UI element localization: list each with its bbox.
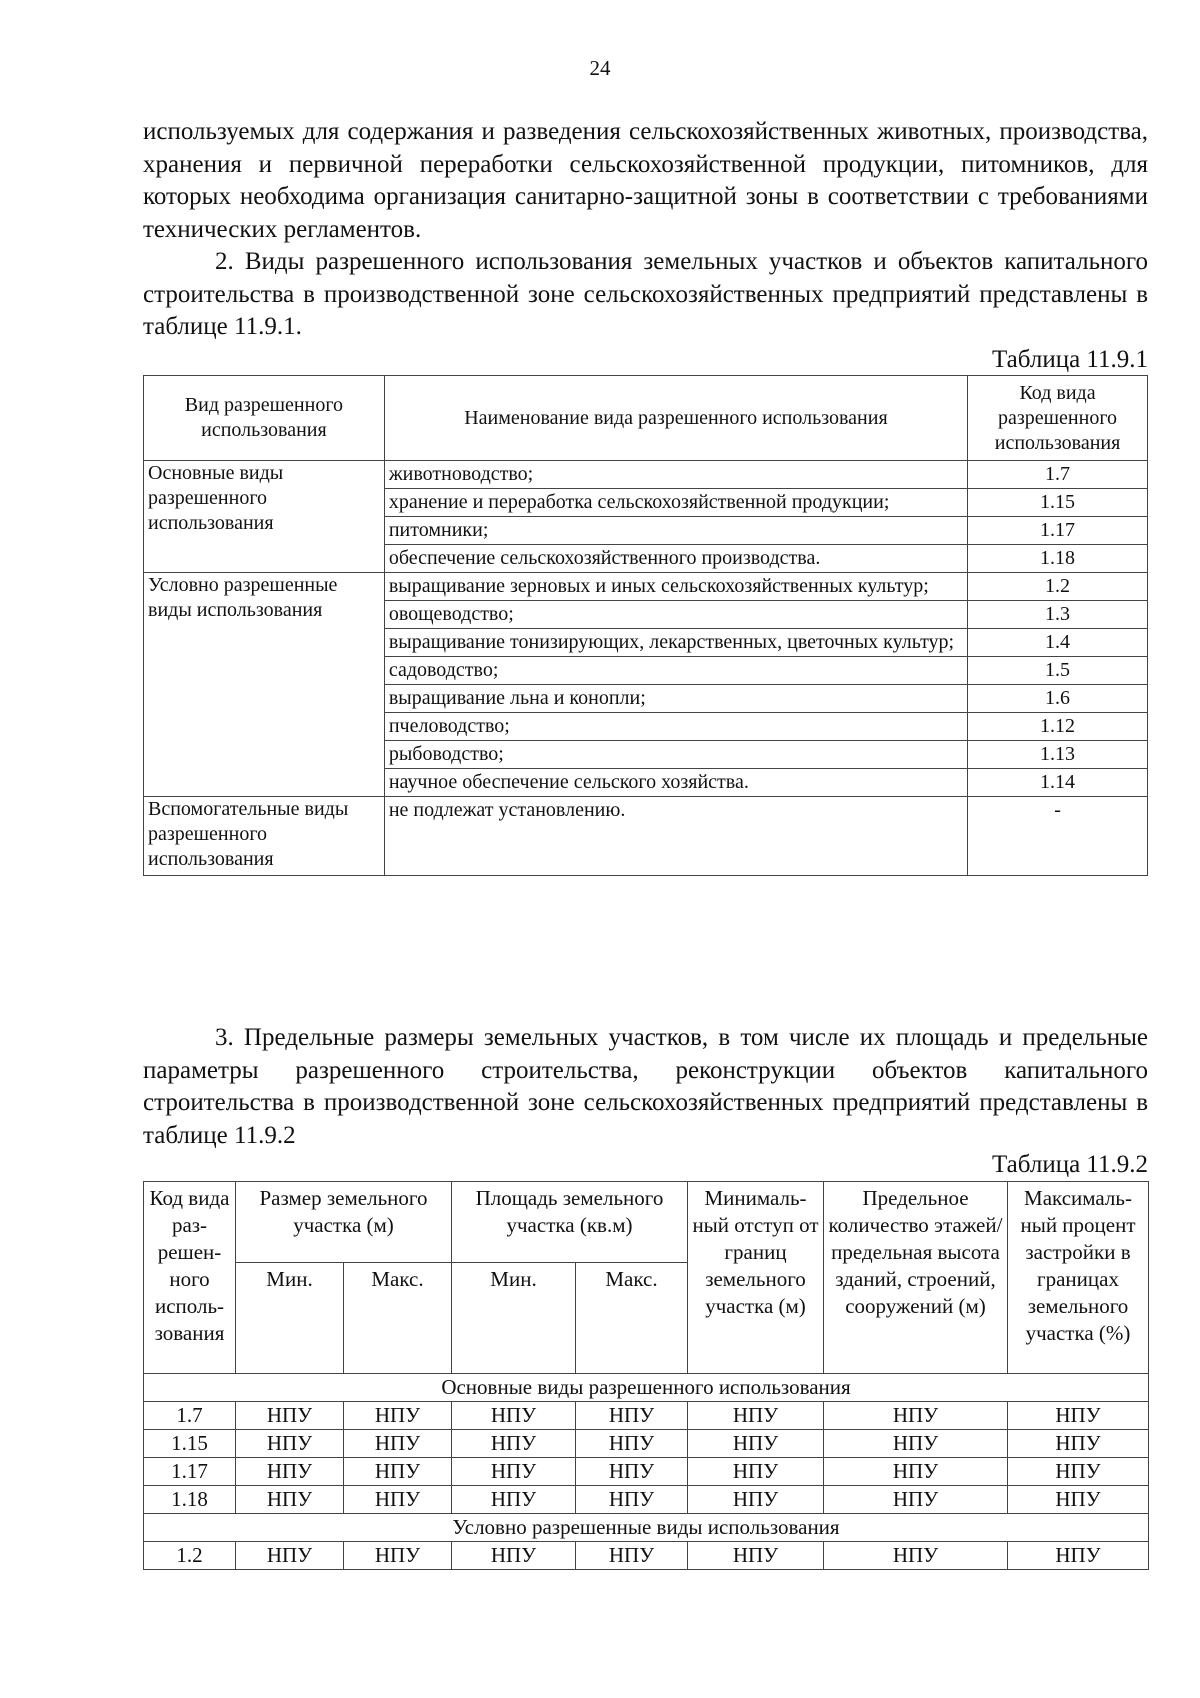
value-cell: НПУ: [344, 1458, 452, 1486]
value-cell: НПУ: [688, 1486, 824, 1514]
table-row: [144, 1458, 1149, 1486]
table-row: [144, 1402, 1149, 1430]
value-cell: НПУ: [236, 1542, 344, 1570]
section-row: [144, 1374, 1149, 1402]
header-max-coverage: Максималь-ный процент застройки в границах земельного участка (%): [1008, 1182, 1149, 1374]
value-cell: НПУ: [576, 1486, 688, 1514]
table-row: [144, 573, 1148, 601]
use-group-label: Вспомогательные виды разрешенного использования: [144, 797, 385, 876]
header-code: Код вида раз-решен-ного исполь-зования: [144, 1182, 236, 1374]
section-row: [144, 1514, 1149, 1542]
use-name-cell: овощеводство;: [384, 601, 967, 629]
value-cell: НПУ: [824, 1542, 1008, 1570]
table-body: [144, 461, 1148, 876]
section-title: Основные виды разрешенного использования: [144, 1374, 1149, 1402]
table-11-9-1: [143, 375, 1148, 876]
value-cell: НПУ: [1008, 1458, 1149, 1486]
value-cell: НПУ: [688, 1430, 824, 1458]
use-name-cell: выращивание льна и конопли;: [384, 685, 967, 713]
use-code-cell: 1.5: [968, 657, 1148, 685]
table-header-row: [144, 1182, 1149, 1263]
use-name-cell: обеспечение сельскохозяйственного производства.: [384, 545, 967, 573]
header-use-type: Вид разрешенного использования: [144, 376, 385, 461]
paragraph-2: 2. Виды разрешенного использования земельных участков и объектов капитального строительства в производственной зоне сельскохозяйственных предприятий представлены в таблице 11.9.1.: [143, 248, 1148, 340]
use-code-cell: 1.12: [968, 713, 1148, 741]
use-name-cell: питомники;: [384, 517, 967, 545]
use-name-cell: научное обеспечение сельского хозяйства.: [384, 769, 967, 797]
value-cell: НПУ: [344, 1402, 452, 1430]
value-cell: НПУ: [1008, 1486, 1149, 1514]
value-cell: НПУ: [824, 1458, 1008, 1486]
paragraph-continuation: используемых для содержания и разведения сельскохозяйственных животных, производства, хранения и первичной переработки сельскохозяйственной продукции, питомников, для которых необходима организация санитарно-защитной зоны в соответствии с требованиями технических регламентов.: [143, 118, 1148, 243]
value-cell: НПУ: [452, 1486, 576, 1514]
value-cell: НПУ: [236, 1402, 344, 1430]
header-use-code: Код вида разрешенного использования: [968, 376, 1148, 461]
use-group-label: Основные виды разрешенного использования: [144, 461, 385, 573]
use-code-cell: 1.18: [968, 545, 1148, 573]
use-name-cell: выращивание зерновых и иных сельскохозяйственных культур;: [384, 573, 967, 601]
use-code-cell: 1.15: [968, 489, 1148, 517]
table-row: [144, 461, 1148, 489]
header-min-setback: Минималь-ный отступ от границ земельного участка (м): [688, 1182, 824, 1374]
use-code-cell: 1.2: [968, 573, 1148, 601]
value-cell: НПУ: [452, 1402, 576, 1430]
value-cell: НПУ: [344, 1486, 452, 1514]
table-row: [144, 1430, 1149, 1458]
use-code-cell: 1.13: [968, 741, 1148, 769]
value-cell: НПУ: [236, 1430, 344, 1458]
value-cell: НПУ: [236, 1486, 344, 1514]
value-cell: НПУ: [452, 1458, 576, 1486]
header-plot-size: Размер земельного участка (м): [236, 1182, 452, 1263]
table-row: [144, 1542, 1149, 1570]
table-11-9-2-caption: Таблица 11.9.2: [992, 1151, 1148, 1178]
value-cell: НПУ: [824, 1402, 1008, 1430]
use-name-cell: хранение и переработка сельскохозяйственной продукции;: [384, 489, 967, 517]
header-size-min: Мин.: [236, 1263, 344, 1374]
table-body: [144, 1374, 1149, 1570]
header-floors-height: Предельное количество этажей/ предельная высота зданий, строений, сооружений (м): [824, 1182, 1008, 1374]
table-row: [144, 797, 1148, 876]
header-use-name: Наименование вида разрешенного использования: [384, 376, 967, 461]
use-code-cell: 1.14: [968, 769, 1148, 797]
value-cell: НПУ: [576, 1430, 688, 1458]
section-title: Условно разрешенные виды использования: [144, 1514, 1149, 1542]
use-code-cell: 1.3: [968, 601, 1148, 629]
header-size-max: Макс.: [344, 1263, 452, 1374]
value-cell: НПУ: [344, 1542, 452, 1570]
value-cell: НПУ: [1008, 1402, 1149, 1430]
use-name-cell: выращивание тонизирующих, лекарственных, цветочных культур;: [384, 629, 967, 657]
use-code-cell: 1.15: [144, 1430, 236, 1458]
header-plot-area: Площадь земельного участка (кв.м): [452, 1182, 688, 1263]
use-code-cell: 1.6: [968, 685, 1148, 713]
table-row: [144, 1486, 1149, 1514]
table-header-row: [144, 376, 1148, 461]
value-cell: НПУ: [688, 1542, 824, 1570]
use-code-cell: 1.7: [144, 1402, 236, 1430]
paragraph-3: 3. Предельные размеры земельных участков, в том числе их площадь и предельные параметры разрешенного строительства, реконструкции объектов капитального строительства в производственной зоне сельскохозяйственных предприятий представлены в таблице 11.9.2: [143, 1024, 1148, 1149]
table-11-9-1-caption: Таблица 11.9.1: [992, 346, 1148, 373]
header-area-max: Макс.: [576, 1263, 688, 1374]
header-area-min: Мин.: [452, 1263, 576, 1374]
value-cell: НПУ: [1008, 1430, 1149, 1458]
use-code-cell: 1.17: [144, 1458, 236, 1486]
value-cell: НПУ: [576, 1542, 688, 1570]
value-cell: НПУ: [688, 1458, 824, 1486]
value-cell: НПУ: [452, 1542, 576, 1570]
use-name-cell: рыбоводство;: [384, 741, 967, 769]
value-cell: НПУ: [452, 1430, 576, 1458]
page-number: 24: [589, 56, 611, 80]
table-11-9-2: [143, 1181, 1149, 1570]
use-code-cell: -: [968, 797, 1148, 876]
use-code-cell: 1.4: [968, 629, 1148, 657]
use-name-cell: животноводство;: [384, 461, 967, 489]
value-cell: НПУ: [236, 1458, 344, 1486]
value-cell: НПУ: [576, 1402, 688, 1430]
value-cell: НПУ: [688, 1402, 824, 1430]
use-code-cell: 1.18: [144, 1486, 236, 1514]
value-cell: НПУ: [824, 1430, 1008, 1458]
value-cell: НПУ: [344, 1430, 452, 1458]
use-code-cell: 1.17: [968, 517, 1148, 545]
use-code-cell: 1.2: [144, 1542, 236, 1570]
use-code-cell: 1.7: [968, 461, 1148, 489]
use-name-cell: пчеловодство;: [384, 713, 967, 741]
value-cell: НПУ: [824, 1486, 1008, 1514]
use-group-label: Условно разрешенные виды использования: [144, 573, 385, 797]
use-name-cell: садоводство;: [384, 657, 967, 685]
value-cell: НПУ: [1008, 1542, 1149, 1570]
value-cell: НПУ: [576, 1458, 688, 1486]
use-name-cell: не подлежат установлению.: [384, 797, 967, 876]
